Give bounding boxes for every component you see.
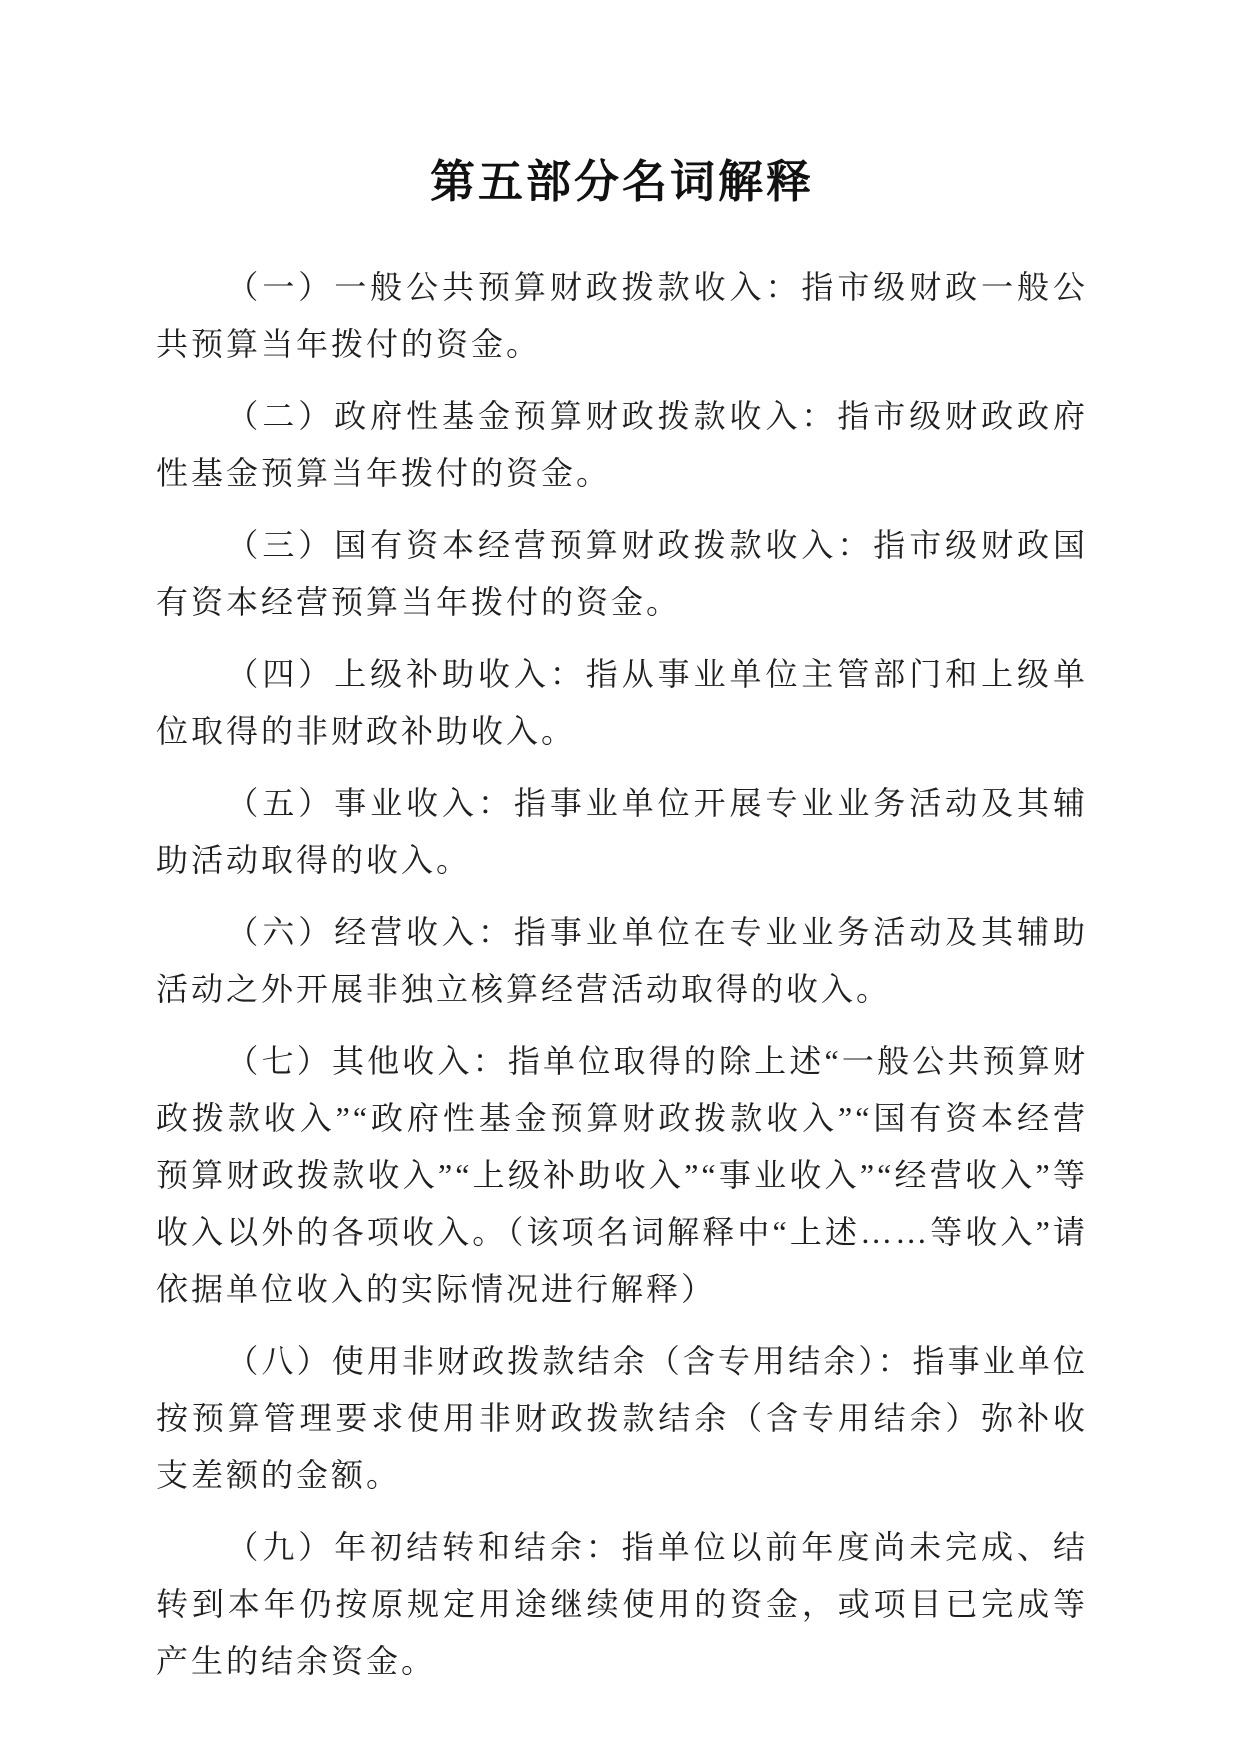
document-title: 第五部分名词解释 bbox=[429, 156, 814, 207]
definition-paragraph-carryover-and-balance: （九）年初结转和结余：指单位以前年度尚未完成、结转到本年仍按原规定用途继续使用的资金，或项目已完成等产生的结余资金。 bbox=[156, 1529, 1088, 1679]
definition-paragraph-operating-income: （六）经营收入：指事业单位在专业业务活动及其辅助活动之外开展非独立核算经营活动取得的收入。 bbox=[156, 914, 1088, 1007]
definition-paragraph-state-capital-budget: （三）国有资本经营预算财政拨款收入：指市级财政国有资本经营预算当年拨付的资金。 bbox=[156, 527, 1088, 620]
definition-paragraph-other-income: （七）其他收入：指单位取得的除上述“一般公共预算财政拨款收入”“政府性基金预算财政拨款收入”“国有资本经营预算财政拨款收入”“上级补助收入”“事业收入”“经营收入”等收入以外的各项收入。（该项名词解释中“上述……等收入”请依据单位收入的实际情况进行解释） bbox=[156, 1043, 1088, 1307]
definition-paragraph-government-fund-budget: （二）政府性基金预算财政拨款收入：指市级财政政府性基金预算当年拨付的资金。 bbox=[156, 398, 1088, 491]
definition-paragraph-general-public-budget: （一）一般公共预算财政拨款收入：指市级财政一般公共预算当年拨付的资金。 bbox=[156, 269, 1088, 362]
definition-paragraph-superior-subsidy-income: （四）上级补助收入：指从事业单位主管部门和上级单位取得的非财政补助收入。 bbox=[156, 656, 1088, 749]
definition-paragraph-non-fiscal-balance: （八）使用非财政拨款结余（含专用结余）：指事业单位按预算管理要求使用非财政拨款结余（含专用结余）弥补收支差额的金额。 bbox=[156, 1343, 1088, 1493]
definition-paragraph-institution-income: （五）事业收入：指事业单位开展专业业务活动及其辅助活动取得的收入。 bbox=[156, 785, 1088, 878]
